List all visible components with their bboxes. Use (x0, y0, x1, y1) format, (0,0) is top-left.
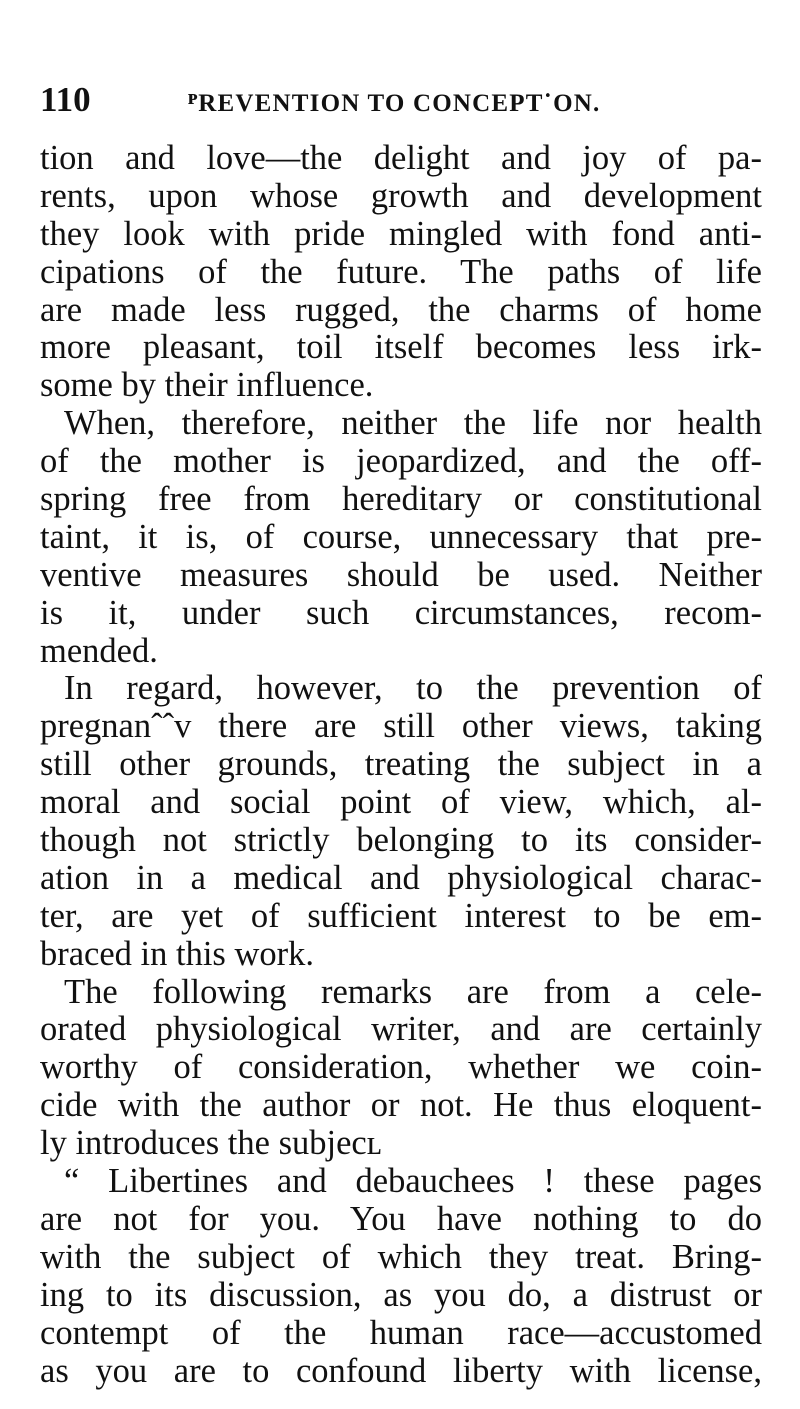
text-line: The following remarks are from a cele- (64, 972, 762, 1011)
page-number: 110 (40, 80, 91, 119)
page-header (40, 82, 762, 130)
text-line: though not strictly belonging to its consider- (40, 821, 762, 860)
text-line: some by their influence. (40, 366, 374, 405)
text-line: more pleasant, toil itself becomes less irk- (40, 328, 762, 367)
text-line: as you are to confound liberty with license, (40, 1351, 762, 1390)
text-line: are not for you. You have nothing to do (40, 1199, 762, 1238)
text-line: spring free from hereditary or constitutional (40, 480, 762, 519)
text-line: of the mother is jeopardized, and the off- (40, 442, 762, 481)
text-line: “ Libertines and debauchees ! these pages (64, 1162, 762, 1201)
text-line: they look with pride mingled with fond anti- (40, 214, 762, 253)
text-line: cipations of the future. The paths of life (40, 252, 762, 291)
text-line: braced in this work. (40, 934, 315, 973)
text-line: pregnanˆˆv there are still other views, taking (40, 707, 762, 746)
text-line: ter, are yet of sufficient interest to be em- (40, 896, 762, 935)
text-line: orated physiological writer, and are certainly (40, 1010, 762, 1049)
text-line: are made less rugged, the charms of home (40, 290, 762, 329)
text-line: ventive measures should be used. Neither (40, 555, 762, 594)
body-text (40, 140, 762, 1390)
text-line: is it, under such circumstances, recom- (40, 593, 762, 632)
text-line: mended. (40, 631, 158, 670)
text-line: ing to its discussion, as you do, a distrust or (40, 1275, 762, 1314)
text-line: tion and love—the delight and joy of pa- (40, 139, 762, 177)
text-line: ation in a medical and physiological charac- (40, 858, 762, 897)
text-line: worthy of consideration, whether we coin- (40, 1048, 762, 1087)
text-line: ly introduces the subjecʟ (40, 1124, 382, 1163)
text-line: In regard, however, to the prevention of (64, 669, 762, 708)
running-head: ᴾREVENTION TO CONCEPT˙ON. (188, 90, 601, 117)
text-line: cide with the author or not. He thus eloquent- (40, 1086, 762, 1125)
text-line: with the subject of which they treat. Bring- (40, 1237, 762, 1276)
text-line: rents, upon whose growth and development (40, 176, 762, 215)
text-line: When, therefore, neither the life nor health (64, 404, 762, 443)
text-line: contempt of the human race—accustomed (40, 1313, 762, 1352)
text-line: moral and social point of view, which, al- (40, 783, 762, 822)
text-line: still other grounds, treating the subject in a (40, 745, 762, 784)
book-page (40, 82, 762, 1390)
text-line: taint, it is, of course, unnecessary that pre- (40, 517, 762, 556)
